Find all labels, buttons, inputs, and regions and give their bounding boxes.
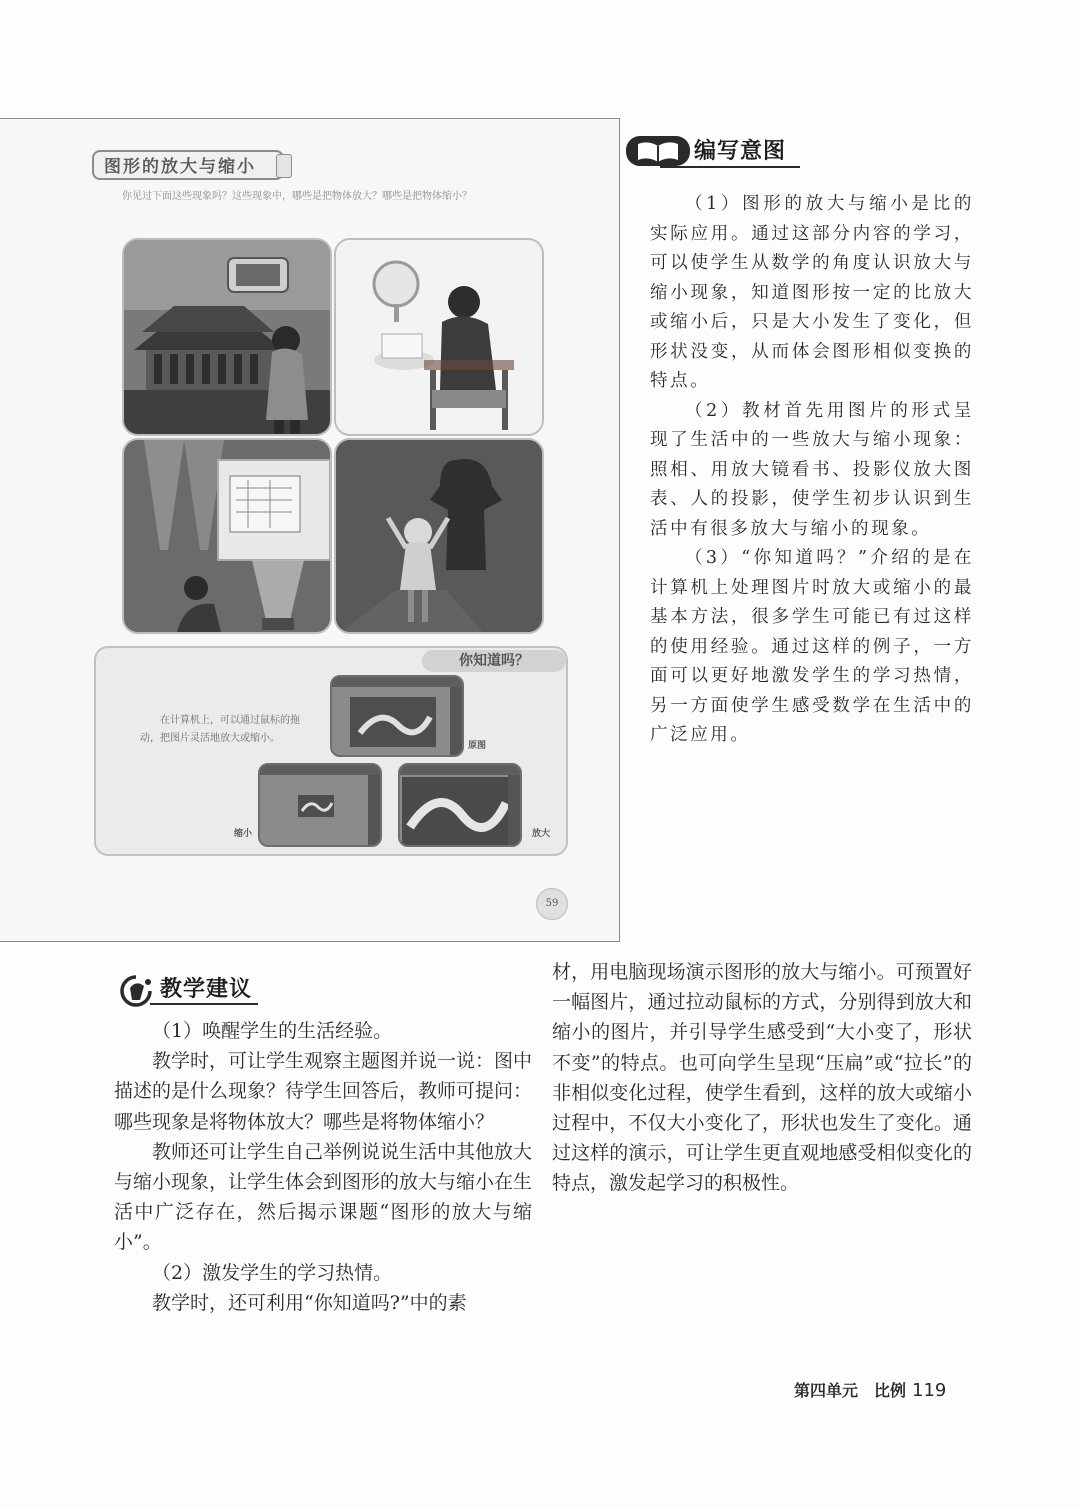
intent-paragraph-2: （2）教材首先用图片的形式呈现了生活中的一些放大与缩小现象：照相、用放大镜看书、投影仪放大图表、人的投影，使学生初步认识到生活中有很多放大与缩小的现象。 (650, 400, 974, 539)
textbook-page-number: 59 (536, 888, 568, 920)
window-scrollbar (368, 775, 380, 845)
intent-heading: 编写意图 (694, 139, 787, 164)
photo-thumbnail-icon (298, 795, 334, 817)
intent-body (650, 190, 974, 751)
window-scrollbar (508, 775, 520, 845)
scene-shadow-image (334, 438, 544, 634)
window-title-bar (400, 765, 520, 775)
window-title-bar (332, 677, 462, 687)
advice-paragraph: 教学时，可让学生观察主题图并说一说：图中描述的是什么现象？待学生回答后，教师可提问：哪些现象是将物体放大？哪些是将物体缩小？ (114, 1050, 533, 1133)
window-scrollbar (450, 687, 462, 755)
scene-magnifier-image (334, 238, 544, 436)
window-title-bar (260, 765, 380, 775)
scene-photographing-image (122, 238, 332, 436)
open-book-icon (624, 130, 692, 170)
advice-heading-underline (150, 1003, 258, 1005)
intent-heading-underline (660, 166, 800, 168)
scene-projector-image (122, 438, 332, 634)
teaching-advice-icon (118, 974, 154, 1008)
intent-paragraph-3: （3）“你知道吗？”介绍的是在计算机上处理图片时放大或缩小的最基本方法，很多学生可能已有过这样的使用经验。通过这样的例子，一方面可以更好地激发学生的学习热情，另一方面使学生感受数学在生活中的广泛应用。 (650, 548, 974, 745)
enlarged-image-window (398, 763, 522, 847)
textbook-question: 你见过下面这些现象吗？这些现象中，哪些是把物体放大？哪些是把物体缩小？ (122, 191, 472, 202)
advice-right-column (552, 957, 972, 1199)
advice-heading: 教学建议 (160, 977, 253, 1002)
advice-left-column (114, 1016, 532, 1318)
did-you-know-badge: 你知道吗？ (422, 650, 566, 672)
did-you-know-text: 在计算机上，可以通过鼠标的拖动，把图片灵活地放大或缩小。 (140, 715, 300, 744)
photo-thumbnail-icon (350, 697, 436, 747)
original-label: 原图 (468, 741, 487, 751)
shrunk-image-window (258, 763, 382, 847)
original-image-window (330, 675, 464, 757)
advice-paragraph: 教师还可让学生自己举例说说生活中其他放大与缩小现象，让学生体会到图形的放大与缩小在生活中广泛存在，然后揭示课题“图形的放大与缩小”。 (114, 1140, 533, 1254)
advice-point-1-title: （1）唤醒学生的生活经验。 (152, 1020, 393, 1042)
page-footer (794, 1378, 946, 1401)
enlarge-label: 放大 (532, 829, 551, 839)
advice-paragraph: 教学时，还可利用“你知道吗?”中的素 (152, 1291, 467, 1314)
bookmark-tab-icon (276, 154, 292, 178)
shrink-label: 缩小 (234, 829, 253, 839)
advice-point-2-title: （2）激发学生的学习热情。 (152, 1261, 393, 1284)
intent-paragraph-1: （1）图形的放大与缩小是比的实际应用。通过这部分内容的学习，可以使学生从数学的角度认识放大与缩小现象，知道图形按一定的比放大或缩小后，只是大小发生了变化，但形状没变，从而体会图形相似变换的特点。 (650, 194, 974, 391)
photo-thumbnail-icon (402, 777, 508, 845)
footer-unit-label: 第四单元 比例 (794, 1381, 907, 1400)
advice-paragraph-continued: 材，用电脑现场演示图形的放大与缩小。可预置好一幅图片，通过拉动鼠标的方式，分别得到放大和缩小的图片，并引导学生感受到“大小变了，形状不变”的特点。也可向学生呈现“压扁”或“拉长”的非相似变化过程，使学生看到，这样的放大或缩小过程中，不仅大小变化了，形状也发生了变化。通过这样的演示，可让学生更直观地感受相似变化的特点，激发起学习的积极性。 (552, 961, 972, 1195)
footer-page-number: 119 (912, 1380, 947, 1401)
textbook-lesson-title: 图形的放大与缩小 (92, 150, 284, 180)
